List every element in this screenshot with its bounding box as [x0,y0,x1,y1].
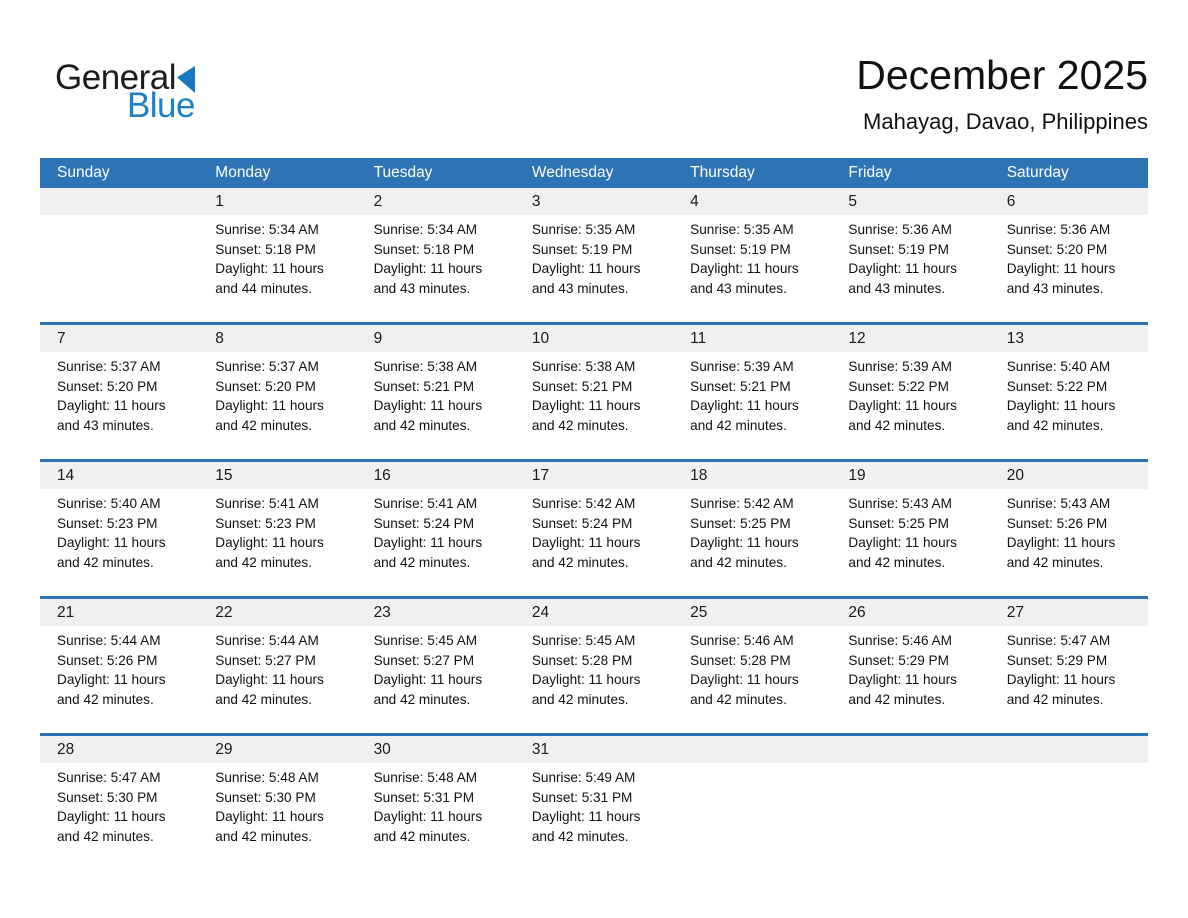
day-info-line: Daylight: 11 hours [531,809,641,824]
week-row [40,733,1148,870]
day-info-line: Daylight: 11 hours [1006,672,1116,687]
day-info-line: Sunrise: 5:44 AM [57,633,161,648]
day-content-strip [40,626,1148,733]
day-info-line: and 42 minutes. [690,417,787,433]
day-info-line: Sunrise: 5:41 AM [215,496,319,511]
location-subtitle: Mahayag, Davao, Philippines [863,109,1148,135]
day-cell [990,631,1148,709]
day-info-line: Sunset: 5:18 PM [373,241,475,257]
day-cell [198,357,356,435]
day-info-line: and 42 minutes. [373,417,471,433]
day-cell [515,768,673,846]
day-info-line: Sunset: 5:20 PM [215,378,316,394]
day-cell-empty [831,768,989,846]
day-info-line: Daylight: 11 hours [373,535,483,550]
day-info-line: Sunset: 5:25 PM [690,515,791,531]
day-info-line: and 42 minutes. [215,417,313,433]
day-number: 22 [215,603,233,621]
day-info-line: and 42 minutes. [531,417,629,433]
day-cell [990,494,1148,572]
day-info-line: and 42 minutes. [215,828,313,844]
day-info-line: Sunrise: 5:36 AM [1006,222,1111,237]
weekday-header-tuesday: Tuesday [373,164,433,181]
day-info-line: Sunset: 5:20 PM [1006,241,1108,257]
day-info-line: Daylight: 11 hours [373,261,483,276]
day-number: 25 [690,603,708,621]
day-info-line: Sunrise: 5:42 AM [531,496,636,511]
day-number: 14 [57,466,75,484]
day-number: 24 [531,603,550,621]
day-info-line: and 43 minutes. [57,417,154,433]
day-content-strip [40,215,1148,322]
day-info-line: and 42 minutes. [373,554,471,570]
day-info-line: Sunrise: 5:38 AM [531,359,636,374]
day-info-line: Daylight: 11 hours [215,535,324,550]
day-info-line: Daylight: 11 hours [215,672,324,687]
day-cell-empty [990,768,1148,846]
day-number: 31 [531,740,550,758]
day-info-line: Daylight: 11 hours [57,535,166,550]
day-info-line: and 43 minutes. [848,280,946,296]
day-info-line: Daylight: 11 hours [531,672,641,687]
day-cell [673,357,831,435]
day-info-line: and 42 minutes. [57,554,154,570]
page-title: December 2025 [856,52,1148,98]
day-info-line: Sunset: 5:24 PM [373,515,475,531]
day-info-line: Daylight: 11 hours [531,261,641,276]
day-number: 2 [373,192,383,210]
day-cell [831,631,989,709]
day-cell [40,768,198,846]
day-number-strip [40,188,1148,215]
day-number: 6 [1006,192,1016,210]
day-info-line: Daylight: 11 hours [373,398,483,413]
weeks-container [40,188,1148,870]
day-content-strip [40,489,1148,596]
day-cell [40,494,198,572]
day-cell [673,631,831,709]
day-info-line: Daylight: 11 hours [1006,261,1116,276]
day-info-line: Sunset: 5:19 PM [531,241,633,257]
week-row [40,596,1148,733]
day-cell [990,220,1148,298]
day-info-line: Sunrise: 5:36 AM [848,222,952,237]
day-info-line: Sunset: 5:22 PM [1006,378,1108,394]
day-info-line: Sunset: 5:30 PM [57,789,158,805]
day-info-line: and 42 minutes. [848,417,946,433]
day-cell-empty [40,220,198,298]
day-info-line: Sunset: 5:19 PM [848,241,949,257]
day-number: 12 [848,329,866,347]
day-cell [357,220,515,298]
general-blue-logo [55,60,195,123]
day-info-line: Sunrise: 5:37 AM [215,359,319,374]
calendar-grid [40,158,1148,870]
day-info-line: Sunset: 5:21 PM [531,378,633,394]
day-info-line: and 42 minutes. [215,691,313,707]
day-info-line: Sunrise: 5:45 AM [531,633,636,648]
day-info-line: Daylight: 11 hours [848,398,957,413]
day-info-line: Daylight: 11 hours [57,672,166,687]
day-cell [357,768,515,846]
day-info-line: Sunrise: 5:34 AM [215,222,319,237]
day-info-line: Daylight: 11 hours [848,261,957,276]
day-info-line: Sunset: 5:26 PM [1006,515,1108,531]
day-number: 15 [215,466,233,484]
day-info-line: Daylight: 11 hours [1006,398,1116,413]
day-cell [40,357,198,435]
day-number: 8 [215,329,224,347]
day-info-line: and 42 minutes. [848,554,946,570]
day-info-line: Daylight: 11 hours [215,261,324,276]
day-info-line: Daylight: 11 hours [57,809,166,824]
day-cell [198,220,356,298]
day-cell [198,631,356,709]
day-info-line: Daylight: 11 hours [215,809,324,824]
day-info-line: Sunset: 5:28 PM [690,652,791,668]
day-info-line: Daylight: 11 hours [690,535,799,550]
day-info-line: Sunrise: 5:42 AM [690,496,794,511]
day-cell [831,357,989,435]
day-cell [990,357,1148,435]
day-info-line: Daylight: 11 hours [531,398,641,413]
day-info-line: Sunset: 5:21 PM [690,378,791,394]
day-number: 7 [57,329,66,347]
logo-text-blue: Blue [126,86,195,125]
day-info-line: Sunrise: 5:48 AM [373,770,478,785]
day-info-line: Sunset: 5:30 PM [215,789,316,805]
day-number: 4 [690,192,699,210]
day-info-line: Daylight: 11 hours [215,398,324,413]
day-info-line: Sunset: 5:26 PM [57,652,158,668]
day-number: 27 [1006,603,1024,621]
day-info-line: Sunrise: 5:35 AM [690,222,794,237]
day-number: 17 [531,466,550,484]
day-info-line: Sunrise: 5:46 AM [690,633,794,648]
day-info-line: Sunset: 5:21 PM [373,378,475,394]
day-info-line: and 42 minutes. [690,554,787,570]
day-info-line: Sunset: 5:27 PM [215,652,316,668]
day-number-strip [40,462,1148,489]
day-info-line: Sunset: 5:23 PM [57,515,158,531]
day-number: 3 [531,192,541,210]
day-number: 21 [57,603,75,621]
day-info-line: and 43 minutes. [1006,280,1104,296]
day-cell [357,494,515,572]
day-info-line: Sunrise: 5:48 AM [215,770,319,785]
week-row [40,459,1148,596]
day-cell [357,357,515,435]
day-info-line: Sunset: 5:25 PM [848,515,949,531]
day-number: 23 [373,603,391,621]
day-info-line: Daylight: 11 hours [690,672,799,687]
day-cell [831,220,989,298]
day-number: 11 [690,329,707,347]
day-info-line: Sunrise: 5:38 AM [373,359,478,374]
day-content-strip [40,763,1148,870]
day-info-line: and 42 minutes. [215,554,313,570]
day-info-line: and 43 minutes. [690,280,787,296]
weekday-header-friday: Friday [848,164,892,181]
day-info-line: Sunset: 5:28 PM [531,652,633,668]
day-info-line: Sunrise: 5:40 AM [57,496,161,511]
weekday-header-saturday: Saturday [1006,164,1069,181]
day-cell [673,494,831,572]
day-number: 29 [215,740,233,758]
day-info-line: and 42 minutes. [57,691,154,707]
day-info-line: Daylight: 11 hours [848,535,957,550]
weekday-header-row [40,158,1148,188]
day-info-line: Sunrise: 5:45 AM [373,633,478,648]
day-info-line: Sunrise: 5:37 AM [57,359,161,374]
day-info-line: Sunrise: 5:46 AM [848,633,952,648]
day-number: 26 [848,603,866,621]
title-block [856,52,1148,135]
day-info-line: Sunset: 5:18 PM [215,241,316,257]
day-number-strip [40,736,1148,763]
day-cell [357,631,515,709]
day-info-line: and 42 minutes. [1006,417,1104,433]
weekday-header-sunday: Sunday [57,164,110,181]
day-number-strip [40,325,1148,352]
day-number: 28 [57,740,75,758]
week-row [40,188,1148,322]
weekday-header-monday: Monday [215,164,271,181]
day-cell [515,494,673,572]
day-info-line: and 42 minutes. [531,554,629,570]
day-info-line: Sunrise: 5:43 AM [848,496,952,511]
day-info-line: Sunrise: 5:39 AM [690,359,794,374]
day-number: 1 [215,192,224,210]
day-info-line: and 43 minutes. [531,280,629,296]
day-info-line: Sunset: 5:27 PM [373,652,475,668]
day-info-line: and 44 minutes. [215,280,313,296]
day-info-line: Sunrise: 5:41 AM [373,496,478,511]
day-number: 20 [1006,466,1024,484]
day-info-line: Sunset: 5:29 PM [848,652,949,668]
day-info-line: and 42 minutes. [531,828,629,844]
day-number: 19 [848,466,866,484]
day-info-line: Daylight: 11 hours [690,261,799,276]
day-info-line: Sunrise: 5:43 AM [1006,496,1111,511]
day-number: 5 [848,192,858,210]
day-number: 9 [373,329,383,347]
day-number: 16 [373,466,391,484]
day-info-line: Sunset: 5:24 PM [531,515,633,531]
day-number: 18 [690,466,708,484]
week-row [40,322,1148,459]
day-content-strip [40,352,1148,459]
day-info-line: Daylight: 11 hours [690,398,799,413]
day-info-line: Sunset: 5:22 PM [848,378,949,394]
day-cell [198,494,356,572]
day-cell [515,220,673,298]
day-cell [198,768,356,846]
weekday-header-thursday: Thursday [690,164,755,181]
day-info-line: Sunrise: 5:44 AM [215,633,319,648]
day-info-line: Daylight: 11 hours [848,672,957,687]
day-info-line: and 42 minutes. [848,691,946,707]
day-info-line: Sunrise: 5:40 AM [1006,359,1111,374]
day-info-line: and 42 minutes. [690,691,787,707]
day-cell [515,357,673,435]
day-info-line: Sunrise: 5:39 AM [848,359,952,374]
day-cell [831,494,989,572]
day-info-line: Daylight: 11 hours [57,398,166,413]
day-cell [40,631,198,709]
day-info-line: and 42 minutes. [531,691,629,707]
day-info-line: Sunrise: 5:47 AM [57,770,161,785]
day-info-line: Sunset: 5:19 PM [690,241,791,257]
day-info-line: Daylight: 11 hours [531,535,641,550]
day-info-line: and 42 minutes. [373,828,471,844]
day-info-line: and 42 minutes. [1006,691,1104,707]
day-info-line: Sunrise: 5:47 AM [1006,633,1111,648]
day-info-line: and 42 minutes. [1006,554,1104,570]
day-info-line: and 42 minutes. [373,691,471,707]
day-info-line: Sunset: 5:31 PM [531,789,633,805]
day-info-line: Sunset: 5:23 PM [215,515,316,531]
day-number: 13 [1006,329,1024,347]
day-number: 30 [373,740,391,758]
day-info-line: Sunrise: 5:35 AM [531,222,636,237]
day-number-strip [40,599,1148,626]
day-info-line: and 42 minutes. [57,828,154,844]
logo-text-general: General [55,58,177,97]
day-info-line: Daylight: 11 hours [1006,535,1116,550]
day-number: 10 [531,329,550,347]
day-cell-empty [673,768,831,846]
day-info-line: Daylight: 11 hours [373,672,483,687]
day-info-line: Sunset: 5:29 PM [1006,652,1108,668]
day-cell [673,220,831,298]
day-info-line: Sunset: 5:31 PM [373,789,475,805]
day-info-line: Sunset: 5:20 PM [57,378,158,394]
day-info-line: Daylight: 11 hours [373,809,483,824]
day-info-line: Sunrise: 5:34 AM [373,222,478,237]
day-info-line: Sunrise: 5:49 AM [531,770,636,785]
weekday-header-wednesday: Wednesday [531,164,614,181]
day-info-line: and 43 minutes. [373,280,471,296]
day-cell [515,631,673,709]
